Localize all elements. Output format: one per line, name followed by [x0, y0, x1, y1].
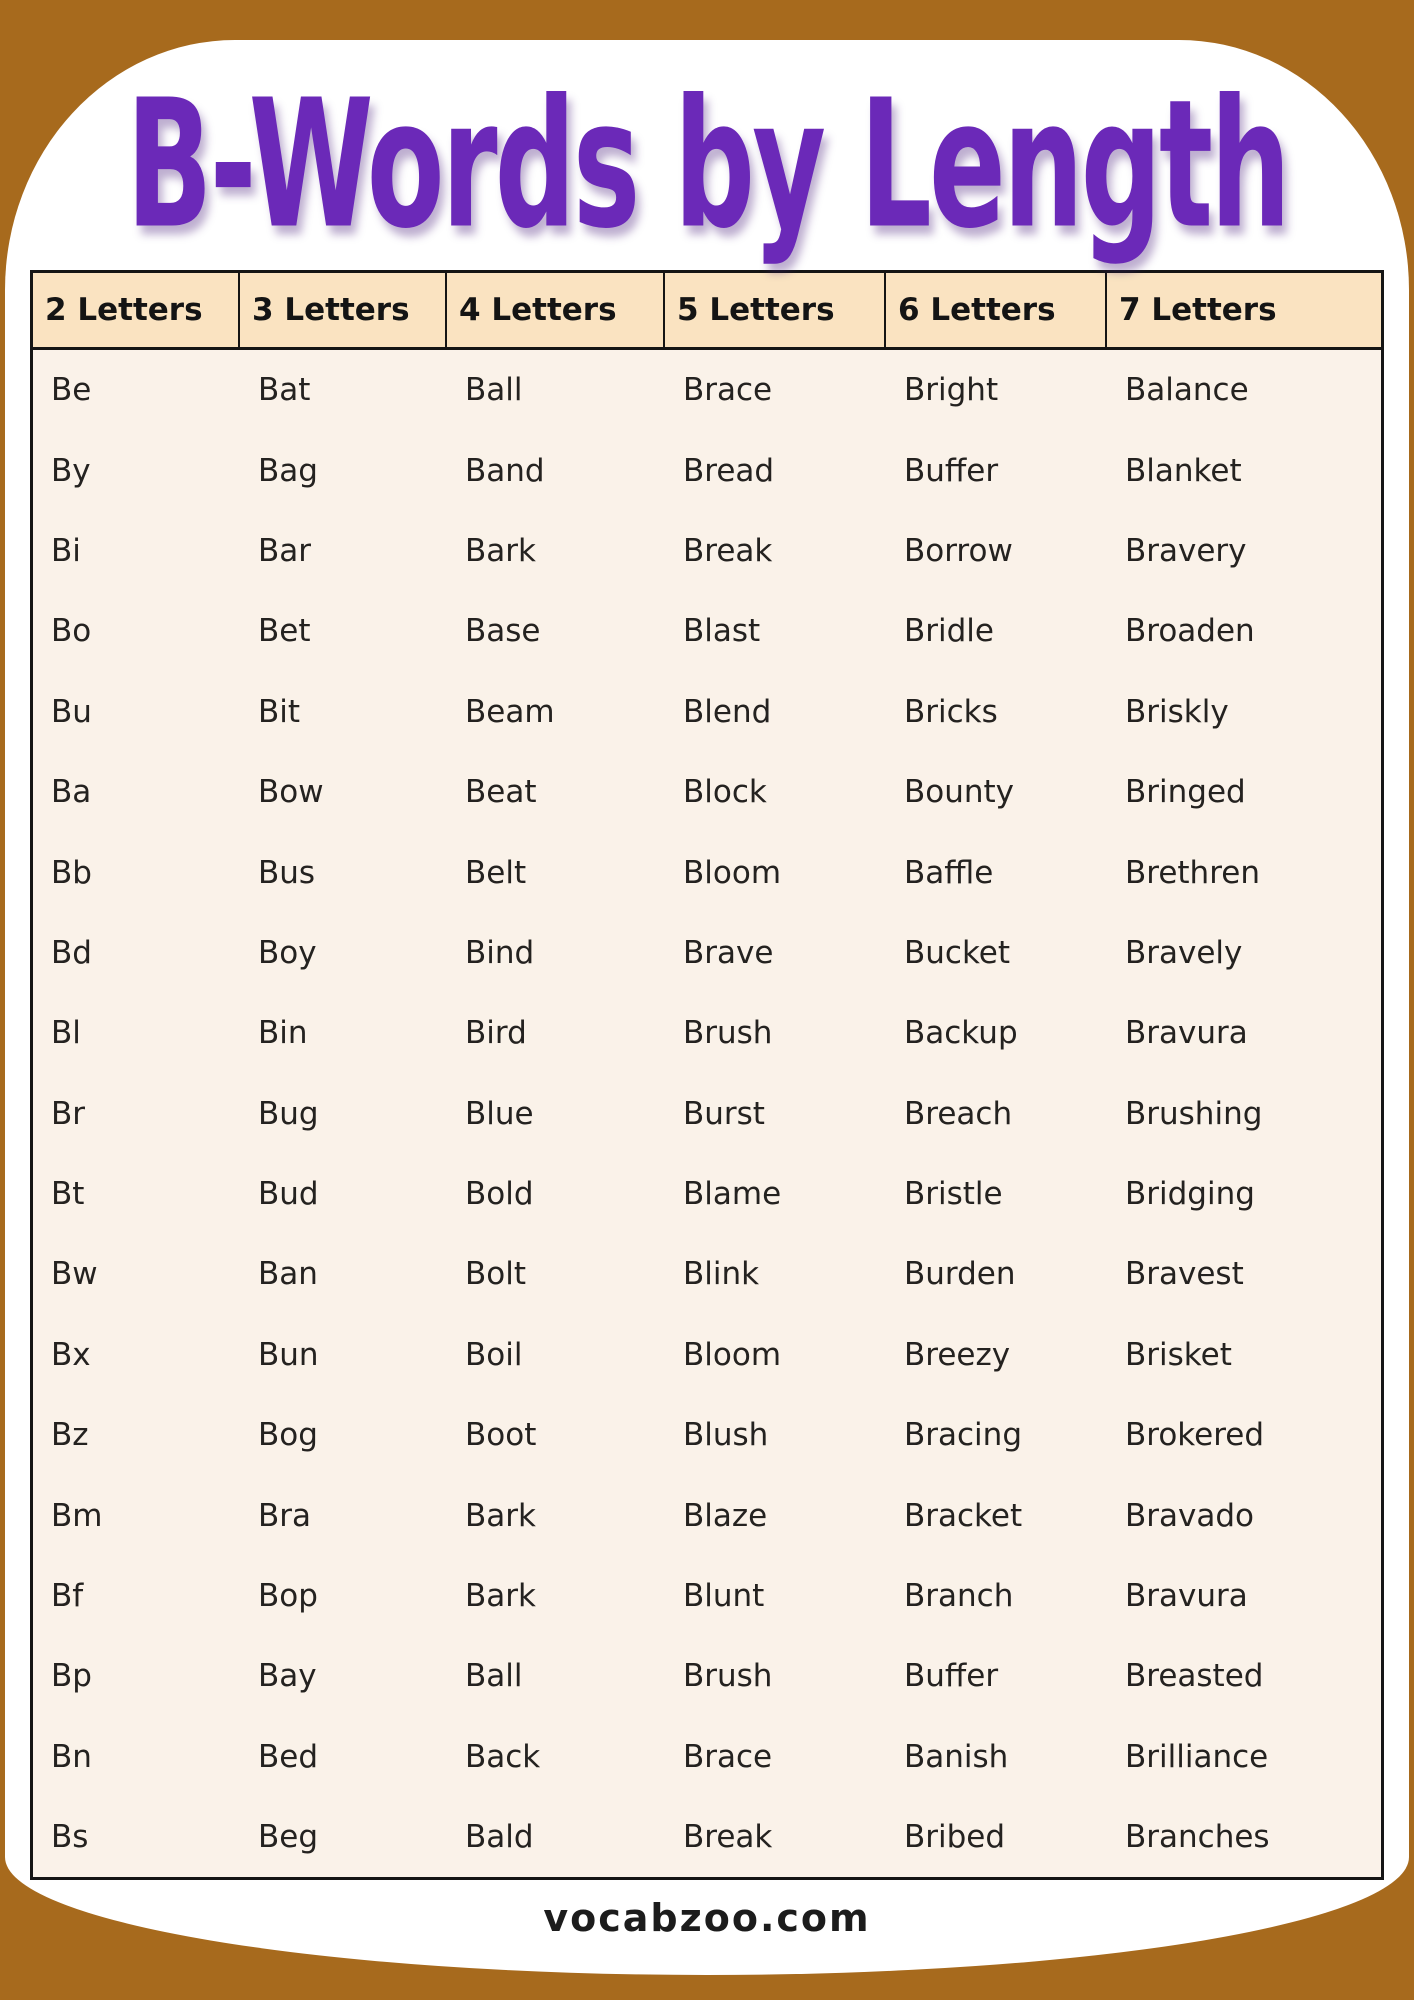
word-cell: Bark: [465, 532, 536, 569]
word-cell: Bat: [258, 372, 311, 409]
word-cell: Buffer: [904, 1658, 999, 1695]
word-cell: Brush: [683, 1658, 773, 1695]
word-cell: Bolt: [465, 1256, 527, 1293]
word-cell: Brush: [683, 1015, 773, 1052]
word-cell: Bravely: [1125, 934, 1243, 971]
word-cell: Bog: [258, 1417, 318, 1454]
word-cell: Blunt: [683, 1578, 765, 1615]
word-cell: Bounty: [904, 774, 1015, 811]
word-cell: Band: [465, 452, 545, 489]
word-cell: Buffer: [904, 452, 999, 489]
word-cell: Burst: [683, 1095, 765, 1132]
word-cell: Balance: [1125, 372, 1249, 409]
word-cell: Bracket: [904, 1497, 1023, 1534]
word-cell: Bag: [258, 452, 318, 489]
word-cell: Bo: [51, 613, 92, 650]
word-cell: Bristle: [904, 1176, 1003, 1213]
word-cell: Bravest: [1125, 1256, 1244, 1293]
word-cell: Bucket: [904, 934, 1011, 971]
word-cell: Bricks: [904, 693, 998, 730]
word-cell: Blaze: [683, 1497, 768, 1534]
word-length-table: [30, 270, 1384, 1880]
word-cell: Bribed: [904, 1819, 1006, 1856]
word-cell: Brave: [683, 934, 774, 971]
word-cell: Bridle: [904, 613, 994, 650]
word-cell: Blast: [683, 613, 761, 650]
word-cell: Break: [683, 532, 773, 569]
word-cell: Break: [683, 1819, 773, 1856]
word-cell: Ball: [465, 372, 523, 409]
word-cell: Bin: [258, 1015, 308, 1052]
word-cell: Bun: [258, 1336, 319, 1373]
word-cell: Bold: [465, 1176, 534, 1213]
header-cell: 4 Letters: [447, 273, 665, 347]
word-cell: Bu: [51, 693, 92, 730]
word-cell: Bp: [51, 1658, 92, 1695]
word-cell: Beat: [465, 774, 537, 811]
word-cell: Bow: [258, 774, 324, 811]
word-cell: Beg: [258, 1819, 319, 1856]
table-body: [33, 350, 1381, 1877]
word-cell: Bird: [465, 1015, 527, 1052]
word-cell: Blink: [683, 1256, 760, 1293]
word-cell: Bravura: [1125, 1578, 1248, 1615]
word-cell: Base: [465, 613, 541, 650]
word-cell: Brokered: [1125, 1417, 1265, 1454]
word-cell: Bw: [51, 1256, 98, 1293]
word-cell: Breasted: [1125, 1658, 1264, 1695]
word-cell: Bloom: [683, 854, 782, 891]
word-cell: Banish: [904, 1738, 1009, 1775]
word-cell: Bra: [258, 1497, 312, 1534]
word-cell: Back: [465, 1738, 541, 1775]
word-cell: Borrow: [904, 532, 1013, 569]
word-cell: Burden: [904, 1256, 1016, 1293]
word-cell: Block: [683, 774, 767, 811]
word-cell: Bf: [51, 1578, 84, 1615]
word-cell: Backup: [904, 1015, 1018, 1052]
word-cell: Brace: [683, 372, 773, 409]
word-cell: Bet: [258, 613, 311, 650]
word-cell: Blush: [683, 1417, 769, 1454]
word-cell: Bd: [51, 934, 92, 971]
word-cell: Blanket: [1125, 452, 1242, 489]
word-cell: Bus: [258, 854, 316, 891]
header-cell: 2 Letters: [33, 273, 240, 347]
word-cell: Brace: [683, 1738, 773, 1775]
word-cell: Bb: [51, 854, 92, 891]
word-cell: Bravado: [1125, 1497, 1254, 1534]
word-cell: Bravura: [1125, 1015, 1248, 1052]
word-cell: Bud: [258, 1176, 319, 1213]
word-cell: Boil: [465, 1336, 523, 1373]
word-cell: Breezy: [904, 1336, 1011, 1373]
word-cell: Bt: [51, 1176, 85, 1213]
word-cell: Bread: [683, 452, 775, 489]
title-area: [5, 60, 1409, 268]
word-cell: Baffle: [904, 854, 994, 891]
word-cell: Brushing: [1125, 1095, 1263, 1132]
word-cell: Boot: [465, 1417, 537, 1454]
word-cell: Bravery: [1125, 532, 1247, 569]
word-cell: Bringed: [1125, 774, 1246, 811]
word-cell: Bop: [258, 1578, 318, 1615]
word-cell: Bloom: [683, 1336, 782, 1373]
word-cell: Bz: [51, 1417, 89, 1454]
word-cell: Bark: [465, 1578, 536, 1615]
word-cell: Bar: [258, 532, 312, 569]
page-background: [0, 40, 1414, 2000]
word-cell: Brethren: [1125, 854, 1260, 891]
header-cell: 5 Letters: [665, 273, 886, 347]
word-cell: Be: [51, 372, 92, 409]
word-cell: Blend: [683, 693, 772, 730]
word-cell: Bn: [51, 1738, 92, 1775]
word-cell: Bracing: [904, 1417, 1022, 1454]
header-row: [33, 273, 1381, 350]
word-cell: Br: [51, 1095, 86, 1132]
header-cell: 3 Letters: [240, 273, 447, 347]
word-cell: Bark: [465, 1497, 536, 1534]
word-cell: Bs: [51, 1819, 89, 1856]
word-cell: Briskly: [1125, 693, 1229, 730]
page-title: B-Words by Length: [126, 60, 1288, 268]
word-cell: Bm: [51, 1497, 103, 1534]
word-cell: Brilliance: [1125, 1738, 1269, 1775]
card: [5, 40, 1409, 1975]
word-cell: Bit: [258, 693, 301, 730]
footer-text: vocabzoo.com: [543, 1896, 871, 1941]
word-cell: Bl: [51, 1015, 81, 1052]
word-cell: Branch: [904, 1578, 1014, 1615]
word-cell: Bay: [258, 1658, 317, 1695]
word-cell: Beam: [465, 693, 555, 730]
word-cell: Boy: [258, 934, 317, 971]
header-cell: 6 Letters: [886, 273, 1107, 347]
word-cell: Bi: [51, 532, 81, 569]
word-cell: Bx: [51, 1336, 91, 1373]
word-cell: Ball: [465, 1658, 523, 1695]
word-cell: Bug: [258, 1095, 319, 1132]
word-cell: Bridging: [1125, 1176, 1255, 1213]
word-cell: Ban: [258, 1256, 318, 1293]
word-cell: Bind: [465, 934, 535, 971]
word-cell: Blame: [683, 1176, 782, 1213]
word-cell: Branches: [1125, 1819, 1270, 1856]
word-cell: Ba: [51, 774, 92, 811]
word-cell: Brisket: [1125, 1336, 1232, 1373]
word-cell: Blue: [465, 1095, 534, 1132]
word-cell: Breach: [904, 1095, 1013, 1132]
header-cell: 7 Letters: [1119, 292, 1277, 328]
word-cell: By: [51, 452, 91, 489]
word-cell: Broaden: [1125, 613, 1255, 650]
word-cell: Bed: [258, 1738, 319, 1775]
word-cell: Belt: [465, 854, 527, 891]
word-cell: Bright: [904, 372, 999, 409]
word-cell: Bald: [465, 1819, 534, 1856]
